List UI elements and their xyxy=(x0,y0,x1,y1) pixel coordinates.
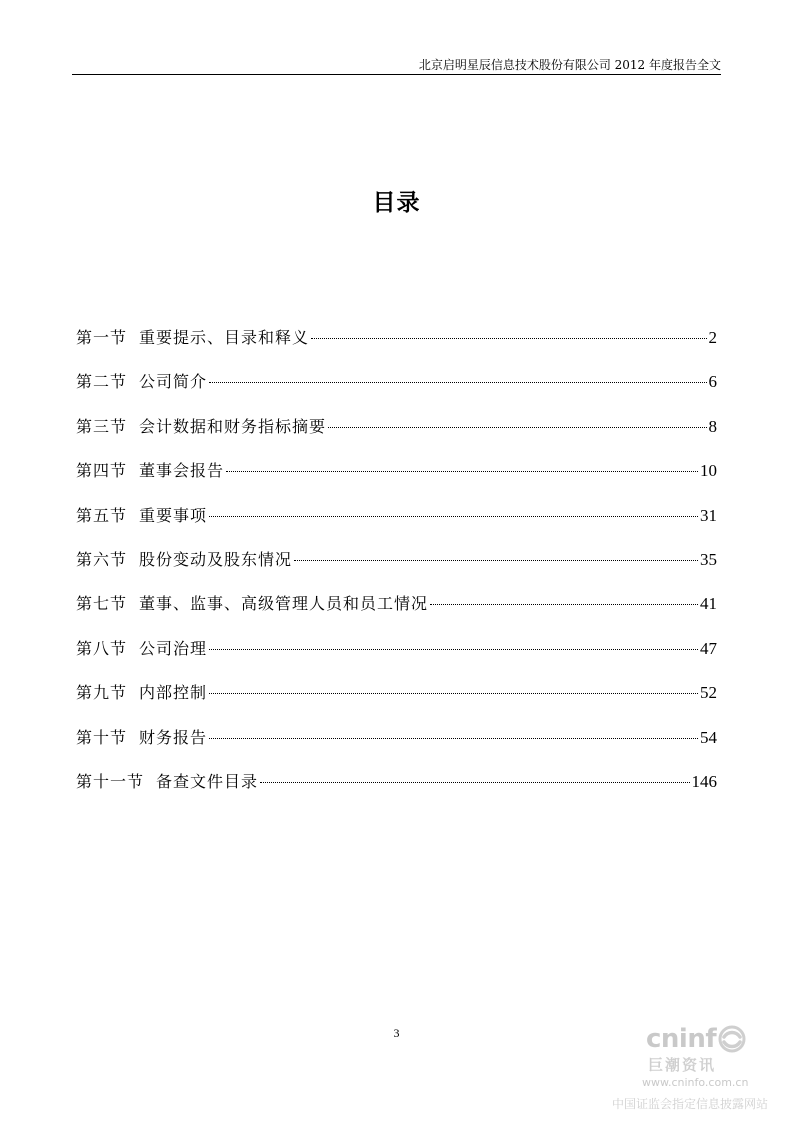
toc-section-title: 备查文件目录 xyxy=(156,771,259,791)
toc-section-title: 财务报告 xyxy=(139,727,208,747)
page-number: 3 xyxy=(393,1026,400,1040)
toc-page-number: 35 xyxy=(700,549,717,569)
toc-leader-dots xyxy=(209,738,698,739)
toc-heading: 目录 xyxy=(372,190,421,216)
toc-leader-dots xyxy=(226,471,698,472)
watermark-url: www.cninfo.com.cn xyxy=(642,1076,749,1089)
toc-section-label: 第八节 xyxy=(76,638,128,658)
header-divider xyxy=(72,74,721,75)
toc-section-title: 公司简介 xyxy=(139,372,208,392)
toc-leader-dots xyxy=(260,782,689,783)
toc-entry-11[interactable] xyxy=(76,770,717,814)
toc-section-label: 第一节 xyxy=(76,328,128,347)
toc-leader-dots xyxy=(209,693,698,694)
toc-leader-dots xyxy=(311,338,706,339)
toc-page-number: 8 xyxy=(708,416,717,436)
cninfo-watermark xyxy=(612,1024,792,1120)
toc-section-label: 第十一节 xyxy=(76,771,145,791)
toc-entry-4[interactable] xyxy=(76,459,717,503)
toc-section-label: 第十节 xyxy=(76,727,128,747)
toc-leader-dots xyxy=(209,649,698,650)
toc-section-label: 第三节 xyxy=(76,416,128,436)
toc-entry-7[interactable] xyxy=(76,592,717,636)
toc-leader-dots xyxy=(209,516,698,517)
toc-page-number: 6 xyxy=(708,372,717,392)
toc-entry-6[interactable] xyxy=(76,548,717,592)
watermark-logo xyxy=(646,1024,746,1054)
toc-page-number: 31 xyxy=(700,505,717,525)
toc-entry-9[interactable] xyxy=(76,681,717,725)
toc-entry-10[interactable] xyxy=(76,726,717,770)
toc-entry-5[interactable] xyxy=(76,504,717,548)
toc-page-number: 47 xyxy=(700,638,717,658)
watermark-description: 中国证监会指定信息披露网站 xyxy=(612,1097,769,1111)
toc-section-label: 第四节 xyxy=(76,461,128,481)
toc-page-number: 54 xyxy=(700,727,717,747)
toc-leader-dots xyxy=(328,427,706,428)
toc-page-number: 2 xyxy=(708,328,717,347)
page-header: 北京启明星辰信息技术股份有限公司 2012 年度报告全文 xyxy=(418,58,721,72)
toc-page-number: 52 xyxy=(700,683,717,703)
watermark-logo-text: cninf xyxy=(646,1024,717,1054)
toc-leader-dots xyxy=(209,382,706,383)
toc-page-number: 10 xyxy=(700,461,717,481)
cninfo-swirl-icon xyxy=(718,1025,746,1053)
toc-page-number: 146 xyxy=(691,771,717,791)
toc-section-title: 董事会报告 xyxy=(139,461,225,481)
toc-entry-1[interactable] xyxy=(76,326,717,370)
toc-section-label: 第九节 xyxy=(76,683,128,703)
toc-leader-dots xyxy=(430,604,698,605)
toc-section-title: 重要事项 xyxy=(139,505,208,525)
toc-entry-8[interactable] xyxy=(76,637,717,681)
toc-leader-dots xyxy=(294,560,698,561)
toc-section-title: 董事、监事、高级管理人员和员工情况 xyxy=(139,594,429,614)
toc-section-title: 股份变动及股东情况 xyxy=(139,549,293,569)
watermark-cn-name: 巨潮资讯 xyxy=(648,1056,717,1074)
toc-section-title: 公司治理 xyxy=(139,638,208,658)
toc-section-label: 第七节 xyxy=(76,594,128,614)
toc-section-title: 重要提示、目录和释义 xyxy=(139,328,310,347)
toc-section-label: 第五节 xyxy=(76,505,128,525)
table-of-contents xyxy=(76,326,717,814)
toc-page-number: 41 xyxy=(700,594,717,614)
toc-section-title: 内部控制 xyxy=(139,683,208,703)
toc-entry-3[interactable] xyxy=(76,415,717,459)
toc-section-label: 第六节 xyxy=(76,549,128,569)
toc-entry-2[interactable] xyxy=(76,370,717,414)
toc-section-label: 第二节 xyxy=(76,372,128,392)
toc-section-title: 会计数据和财务指标摘要 xyxy=(139,416,327,436)
